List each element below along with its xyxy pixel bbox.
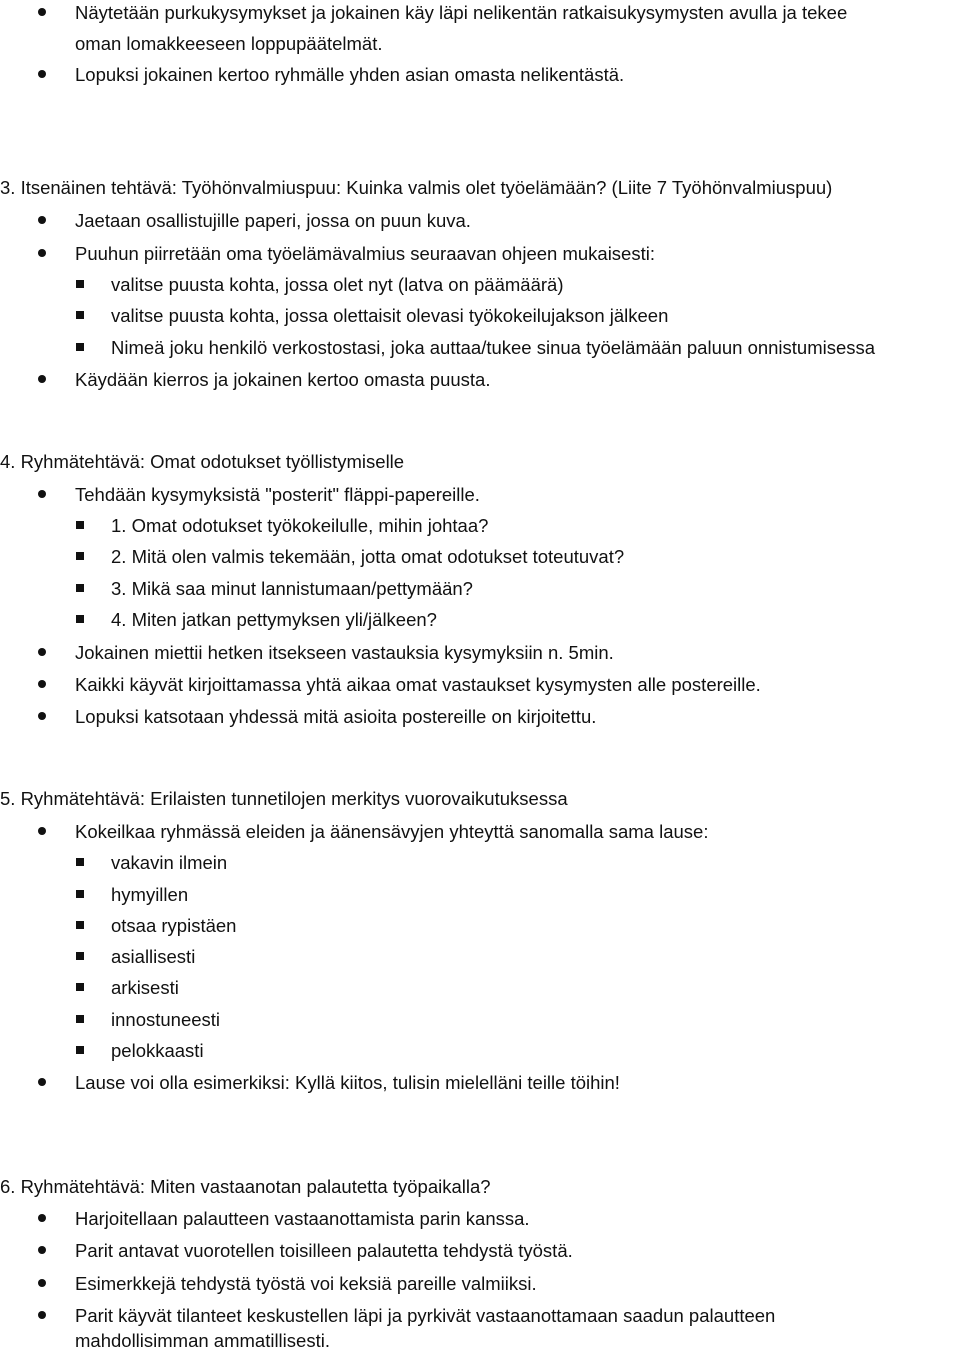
item-text: Jokainen miettii hetken itsekseen vastauksia kysymyksiin n. 5min. bbox=[75, 642, 614, 663]
item-text: arkisesti bbox=[111, 977, 179, 998]
item-text: Lause voi olla esimerkiksi: Kyllä kiitos, tulisin mielelläni teille töihin! bbox=[75, 1072, 620, 1093]
bullet-icon bbox=[38, 827, 46, 835]
sub-list-item bbox=[0, 573, 960, 604]
bullet-icon bbox=[38, 712, 46, 720]
bullet-icon bbox=[38, 249, 46, 257]
list-item bbox=[0, 637, 960, 668]
square-bullet-icon bbox=[76, 615, 84, 623]
list-item bbox=[0, 364, 960, 395]
list-item-continuation bbox=[0, 28, 960, 59]
square-bullet-icon bbox=[76, 552, 84, 560]
bullet-icon bbox=[38, 490, 46, 498]
list-item bbox=[0, 0, 960, 28]
item-text: Lopuksi katsotaan yhdessä mitä asioita postereille on kirjoitettu. bbox=[75, 706, 597, 727]
bullet-icon bbox=[38, 1078, 46, 1086]
item-text: Puuhun piirretään oma työelämävalmius seuraavan ohjeen mukaisesti: bbox=[75, 243, 655, 264]
bullet-icon bbox=[38, 70, 46, 78]
sub-list-item bbox=[0, 1004, 960, 1035]
sub-list-item bbox=[0, 941, 960, 972]
bullet-icon bbox=[38, 1279, 46, 1287]
bullet-icon bbox=[38, 216, 46, 224]
item-text: oman lomakkeeseen loppupäätelmät. bbox=[75, 33, 383, 54]
list-item bbox=[0, 479, 960, 510]
section-heading bbox=[0, 172, 960, 203]
item-text: Kokeilkaa ryhmässä eleiden ja äänensävyjen yhteyttä sanomalla sama lause: bbox=[75, 821, 709, 842]
sub-list-item bbox=[0, 972, 960, 1003]
sub-list-item bbox=[0, 910, 960, 941]
sub-list-item bbox=[0, 847, 960, 878]
square-bullet-icon bbox=[76, 311, 84, 319]
sub-list-item bbox=[0, 510, 960, 541]
item-text: mahdollisimman ammatillisesti. bbox=[75, 1330, 330, 1351]
list-item bbox=[0, 59, 960, 90]
square-bullet-icon bbox=[76, 1015, 84, 1023]
item-text: innostuneesti bbox=[111, 1009, 221, 1030]
item-text: 2. Mitä olen valmis tekemään, jotta omat odotukset toteutuvat? bbox=[111, 546, 625, 567]
list-item bbox=[0, 238, 960, 269]
heading-text: 3. Itsenäinen tehtävä: Työhönvalmiuspuu: Kuinka valmis olet työelämään? (Liite 7 Työhönvalmiuspuu) bbox=[0, 177, 833, 198]
bullet-icon bbox=[38, 648, 46, 656]
item-text: vakavin ilmein bbox=[111, 852, 228, 873]
item-text: Käydään kierros ja jokainen kertoo omasta puusta. bbox=[75, 369, 491, 390]
item-text: asiallisesti bbox=[111, 946, 196, 967]
heading-text: 4. Ryhmätehtävä: Omat odotukset työllistymiselle bbox=[0, 451, 405, 472]
list-item bbox=[0, 816, 960, 847]
sub-list-item bbox=[0, 1035, 960, 1066]
item-text: 1. Omat odotukset työkokeilulle, mihin johtaa? bbox=[111, 515, 489, 536]
item-text: Nimeä joku henkilö verkostostasi, joka auttaa/tukee sinua työelämään paluun onnistumisessa bbox=[111, 337, 876, 358]
sub-list-item bbox=[0, 332, 960, 363]
heading-text: 6. Ryhmätehtävä: Miten vastaanotan palautetta työpaikalla? bbox=[0, 1176, 491, 1197]
item-text: Parit antavat vuorotellen toisilleen palautetta tehdystä työstä. bbox=[75, 1240, 573, 1261]
item-text: Parit käyvät tilanteet keskustellen läpi ja pyrkivät vastaanottamaan saadun palautteen bbox=[75, 1305, 776, 1326]
square-bullet-icon bbox=[76, 521, 84, 529]
square-bullet-icon bbox=[76, 1046, 84, 1054]
item-text: valitse puusta kohta, jossa olet nyt (latva on päämäärä) bbox=[111, 274, 564, 295]
sub-list-item bbox=[0, 541, 960, 572]
list-item bbox=[0, 1067, 960, 1098]
square-bullet-icon bbox=[76, 280, 84, 288]
square-bullet-icon bbox=[76, 890, 84, 898]
bullet-icon bbox=[38, 1214, 46, 1222]
item-text: Kaikki käyvät kirjoittamassa yhtä aikaa omat vastaukset kysymysten alle postereille. bbox=[75, 674, 761, 695]
square-bullet-icon bbox=[76, 343, 84, 351]
section-heading bbox=[0, 1171, 960, 1202]
bullet-icon bbox=[38, 8, 46, 16]
item-text: Lopuksi jokainen kertoo ryhmälle yhden asian omasta nelikentästä. bbox=[75, 64, 625, 85]
square-bullet-icon bbox=[76, 983, 84, 991]
list-item bbox=[0, 205, 960, 236]
bullet-icon bbox=[38, 375, 46, 383]
item-text: valitse puusta kohta, jossa olettaisit olevasi työkokeilujakson jälkeen bbox=[111, 305, 669, 326]
square-bullet-icon bbox=[76, 858, 84, 866]
bullet-icon bbox=[38, 680, 46, 688]
sub-list-item bbox=[0, 269, 960, 300]
heading-text: 5. Ryhmätehtävä: Erilaisten tunnetilojen merkitys vuorovaikutuksessa bbox=[0, 788, 568, 809]
list-item-continuation bbox=[0, 1325, 960, 1356]
item-text: hymyillen bbox=[111, 884, 189, 905]
item-text: Esimerkkejä tehdystä työstä voi keksiä pareille valmiiksi. bbox=[75, 1273, 537, 1294]
list-item bbox=[0, 701, 960, 732]
square-bullet-icon bbox=[76, 584, 84, 592]
item-text: pelokkaasti bbox=[111, 1040, 204, 1061]
item-text: Jaetaan osallistujille paperi, jossa on puun kuva. bbox=[75, 210, 471, 231]
section-heading bbox=[0, 783, 960, 814]
sub-list-item bbox=[0, 300, 960, 331]
bullet-icon bbox=[38, 1246, 46, 1254]
item-text: 4. Miten jatkan pettymyksen yli/jälkeen? bbox=[111, 609, 437, 630]
section-heading bbox=[0, 446, 960, 477]
sub-list-item bbox=[0, 604, 960, 635]
list-item bbox=[0, 1268, 960, 1299]
item-text: otsaa rypistäen bbox=[111, 915, 237, 936]
item-text: Näytetään purkukysymykset ja jokainen käy läpi nelikentän ratkaisukysymysten avulla ja tekee bbox=[75, 2, 848, 23]
sub-list-item bbox=[0, 879, 960, 910]
list-item bbox=[0, 669, 960, 700]
square-bullet-icon bbox=[76, 921, 84, 929]
list-item bbox=[0, 1203, 960, 1234]
bullet-icon bbox=[38, 1311, 46, 1319]
item-text: Harjoitellaan palautteen vastaanottamista parin kanssa. bbox=[75, 1208, 530, 1229]
item-text: 3. Mikä saa minut lannistumaan/pettymään? bbox=[111, 578, 473, 599]
item-text: Tehdään kysymyksistä "posterit" fläppi-papereille. bbox=[75, 484, 480, 505]
list-item bbox=[0, 1235, 960, 1266]
square-bullet-icon bbox=[76, 952, 84, 960]
